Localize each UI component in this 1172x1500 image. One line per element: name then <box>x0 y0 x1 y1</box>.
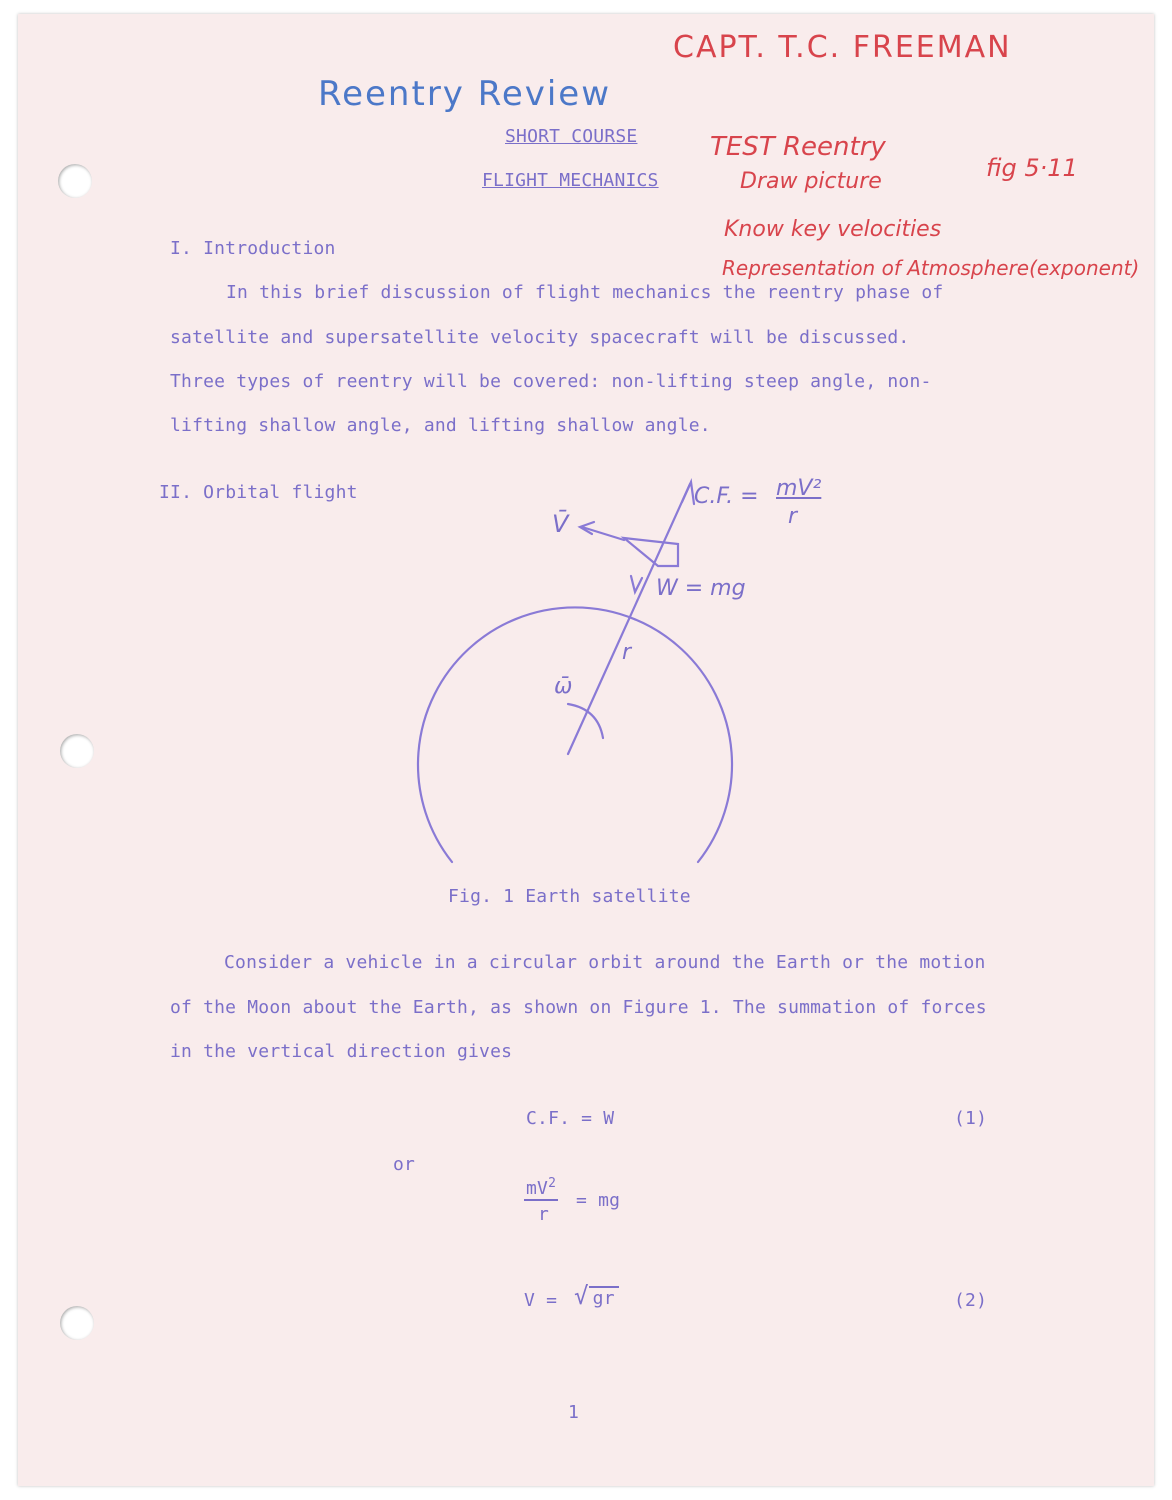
document-page <box>18 14 1154 1486</box>
body-line-2: of the Moon about the Earth, as shown on Figure 1. The summation of forces <box>170 997 987 1018</box>
handwritten-note-fig: fig 5·11 <box>986 154 1078 182</box>
page-number: 1 <box>568 1402 580 1423</box>
equation-3-number: (2) <box>954 1290 988 1311</box>
section-heading-introduction: I. Introduction <box>170 238 336 259</box>
weight-arrow-head <box>631 576 642 592</box>
intro-line-2: satellite and supersatellite velocity spacecraft will be discussed. <box>170 327 910 348</box>
equation-3-lhs: V = <box>524 1290 558 1311</box>
earth-satellite-figure <box>18 14 1154 1486</box>
header-short-course: SHORT COURSE <box>505 126 638 147</box>
earth-circle-arc <box>418 607 732 862</box>
equation-3-radicand: gr <box>589 1286 619 1309</box>
intro-line-3: Three types of reentry will be covered: non-lifting steep angle, non- <box>170 371 932 392</box>
equation-2-mv: mV <box>526 1178 549 1199</box>
figure-label-cf-denominator: r <box>788 504 798 529</box>
figure-label-cf: C.F. = <box>694 484 759 509</box>
omega-rotation-arc <box>568 704 603 738</box>
equation-or: or <box>393 1154 416 1175</box>
figure-caption: Fig. 1 Earth satellite <box>448 886 691 907</box>
body-line-3: in the vertical direction gives <box>170 1041 513 1062</box>
equation-2-superscript: 2 <box>548 1176 557 1191</box>
header-flight-mechanics: FLIGHT MECHANICS <box>482 170 659 191</box>
intro-line-1: In this brief discussion of flight mechanics the reentry phase of <box>226 282 944 303</box>
figure-label-radius: r <box>622 640 632 665</box>
figure-label-omega: ω̄ <box>554 674 573 699</box>
equation-2-numerator <box>524 1176 558 1201</box>
cf-arrow-head <box>682 482 694 504</box>
figure-label-velocity: V̄ <box>552 510 569 538</box>
equation-1-number: (1) <box>954 1108 988 1129</box>
figure-label-cf-numerator: mV² <box>776 476 822 501</box>
handwritten-note-test: TEST Reentry <box>710 132 886 162</box>
equation-3-radical: √ gr <box>574 1282 619 1310</box>
velocity-arrow <box>582 527 624 540</box>
handwritten-author: CAPT. T.C. FREEMAN <box>673 30 1012 65</box>
handwritten-note-draw: Draw picture <box>740 169 882 194</box>
section-heading-orbital-flight: II. Orbital flight <box>159 482 358 503</box>
handwritten-note-atmosphere: Representation of Atmosphere(exponent) <box>722 256 1140 280</box>
equation-2-denominator: r <box>538 1204 550 1225</box>
handwritten-title: Reentry Review <box>318 74 612 114</box>
figure-label-weight: W = mg <box>656 576 746 601</box>
intro-line-4: lifting shallow angle, and lifting shallow angle. <box>170 415 711 436</box>
satellite-body <box>624 538 678 566</box>
handwritten-note-velocities: Know key velocities <box>724 217 942 242</box>
body-line-1: Consider a vehicle in a circular orbit around the Earth or the motion <box>224 952 986 973</box>
equation-1: C.F. = W <box>526 1108 615 1129</box>
equation-2-rhs: = mg <box>576 1190 621 1211</box>
